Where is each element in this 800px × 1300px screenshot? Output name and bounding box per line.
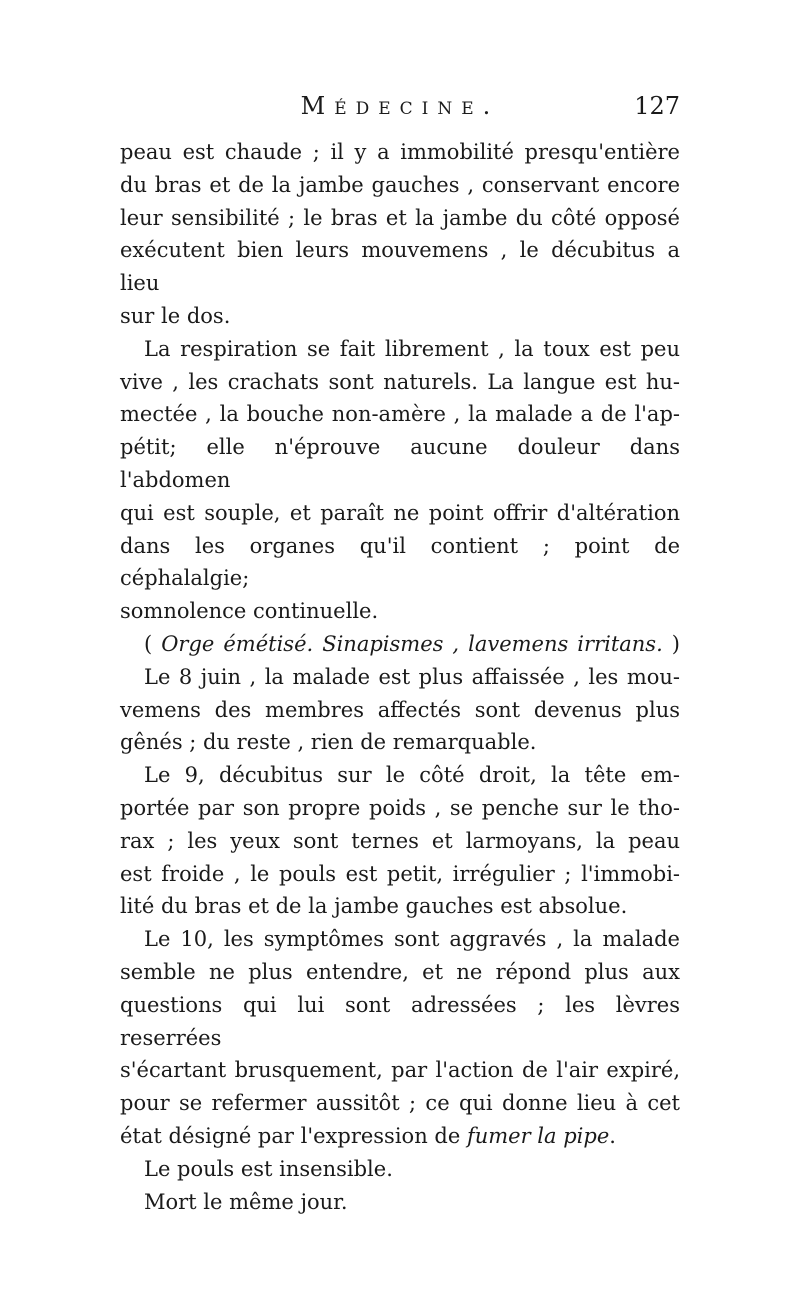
text-line: dans les organes qu'il contient ; point de céphalalgie; [120, 533, 680, 591]
text-line: du bras et de la jambe gauches , conservant encore [120, 172, 680, 197]
text-line: lité du bras et de la jambe gauches est absolue. [120, 894, 628, 919]
text-line: pour se refermer aussitôt ; ce qui donne lieu à cet [120, 1091, 680, 1116]
text-line: vemens des membres affectés sont devenus plus [120, 697, 680, 722]
text-line: qui est souple, et paraît ne point offrir d'altération [120, 500, 680, 525]
text-line: mectée , la bouche non-amère , la malade a de l'ap- [120, 402, 680, 427]
page-number: 127 [634, 92, 680, 120]
text-line: sur le dos. [120, 303, 231, 328]
running-title: Médecine. [300, 92, 500, 120]
text-line [120, 1120, 680, 1153]
paragraph-1 [120, 136, 680, 333]
text-line: Le 8 juin , la malade est plus affaissée , les mou- [144, 664, 680, 689]
running-head [120, 92, 680, 132]
body-text [120, 136, 680, 1218]
text-line: leur sensibilité ; le bras et la jambe du côté opposé [120, 205, 680, 230]
text-line: Le 10, les symptômes sont aggravés , la malade [144, 927, 680, 952]
text-line: semble ne plus entendre, et ne répond plus aux [120, 959, 680, 984]
text-line: rax ; les yeux sont ternes et larmoyans, la peau [120, 828, 680, 853]
treatment-open: ( [144, 631, 162, 656]
paragraph-3 [120, 661, 680, 759]
text-line: questions qui lui sont adressées ; les lèvres reserrées [120, 992, 680, 1050]
last-line-prefix: état désigné par l'expression de [120, 1123, 467, 1148]
paragraph-6: Le pouls est insensible. [144, 1156, 393, 1181]
treatment-close: ) [662, 631, 680, 656]
paragraph-7: Mort le même jour. [144, 1189, 348, 1214]
last-line-suffix: . [609, 1123, 616, 1148]
text-line: La respiration se fait librement , la toux est peu [144, 336, 680, 361]
text-line: portée par son propre poids , se penche sur le tho- [120, 795, 680, 820]
treatment-text: Orge émétisé. Sinapismes , lavemens irritans. [161, 631, 663, 656]
text-line: somnolence continuelle. [120, 599, 379, 624]
text-line: pétit; elle n'éprouve aucune douleur dans l'abdomen [120, 435, 680, 492]
text-line: est froide , le pouls est petit, irrégulier ; l'immobi- [120, 861, 680, 886]
text-line: peau est chaude ; il y a immobilité presqu'entière [120, 140, 680, 164]
text-line: Le 9, décubitus sur le côté droit, la tête em- [144, 763, 680, 788]
italic-phrase: fumer la pipe [466, 1123, 610, 1148]
text-line: s'écartant brusquement, par l'action de l'air expiré, [120, 1058, 680, 1083]
paragraph-5 [120, 923, 680, 1153]
text-line: gênés ; du reste , rien de remarquable. [120, 730, 537, 755]
paragraph-2 [120, 333, 680, 628]
text-line: exécutent bien leurs mouvemens , le décubitus a lieu [120, 238, 680, 296]
text-line: vive , les crachats sont naturels. La langue est hu- [120, 369, 680, 394]
treatment-line [120, 628, 680, 661]
paragraph-4 [120, 759, 680, 923]
